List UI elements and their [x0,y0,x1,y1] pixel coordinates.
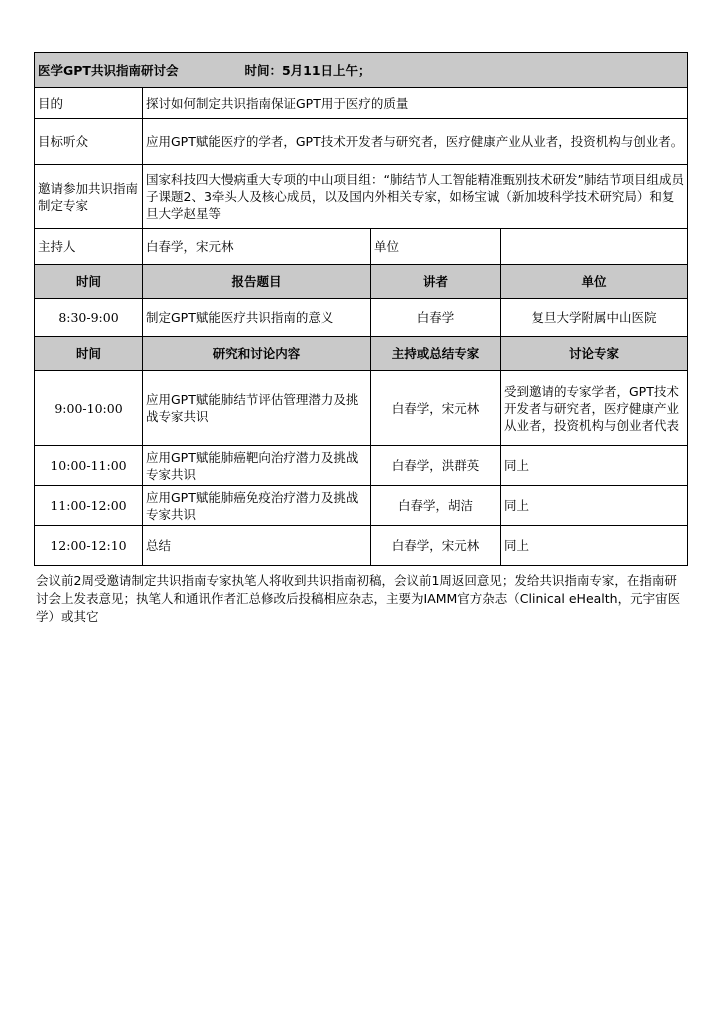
footnote: 会议前2周受邀请制定共识指南专家执笔人将收到共识指南初稿，会议前1周返回意见；发给共识指南专家，在指南研讨会上发表意见；执笔人和通讯作者汇总修改后投稿相应杂志，主要为IAMM官方杂志（Clinical eHealth，元宇宙医学）或其它 [36,573,681,624]
host-row [35,229,688,265]
table-row [35,446,688,486]
discussion-experts: 同上 [501,526,688,566]
agenda-table [34,52,688,566]
meeting-time: 时间：5月11日上午； [244,62,371,78]
session-time: 8:30-9:00 [35,299,143,337]
schedule1-header-speaker: 讲者 [371,265,501,299]
schedule2-header-content: 研究和讨论内容 [143,337,371,371]
discussion-content: 应用GPT赋能肺癌免疫治疗潜力及挑战专家共识 [143,486,371,526]
discussion-content: 应用GPT赋能肺癌靶向治疗潜力及挑战专家共识 [143,446,371,486]
unit-label: 单位 [371,229,501,265]
schedule1-header-time: 时间 [35,265,143,299]
discussion-host: 白春学，胡洁 [371,486,501,526]
title-cell [35,53,688,88]
table-row [35,371,688,446]
session-unit: 复旦大学附属中山医院 [501,299,688,337]
purpose-label: 目的 [35,88,143,119]
table-row [35,486,688,526]
discussion-host: 白春学，洪群英 [371,446,501,486]
schedule2-header-host: 主持或总结专家 [371,337,501,371]
experts-invited-value: 国家科技四大慢病重大专项的中山项目组：“肺结节人工智能精准甄别技术研发”肺结节项目组成员子课题2、3牵头人及核心成员，以及国内外相关专家，如杨宝诚（新加坡科学技术研究局）和复旦大学赵星等 [143,165,688,229]
meeting-title: 医学GPT共识指南研讨会 [38,62,179,78]
audience-value: 应用GPT赋能医疗的学者，GPT技术开发者与研究者，医疗健康产业从业者，投资机构与创业者。 [143,119,688,165]
session-speaker: 白春学 [371,299,501,337]
host-value: 白春学，宋元林 [143,229,371,265]
schedule2-header-time: 时间 [35,337,143,371]
discussion-experts: 受到邀请的专家学者，GPT技术开发者与研究者，医疗健康产业从业者，投资机构与创业者代表 [501,371,688,446]
schedule2-header-row [35,337,688,371]
session-topic: 制定GPT赋能医疗共识指南的意义 [143,299,371,337]
experts-invited-row [35,165,688,229]
audience-label: 目标听众 [35,119,143,165]
schedule2-header-experts: 讨论专家 [501,337,688,371]
experts-invited-label: 邀请参加共识指南制定专家 [35,165,143,229]
discussion-experts: 同上 [501,486,688,526]
discussion-experts: 同上 [501,446,688,486]
discussion-time: 9:00-10:00 [35,371,143,446]
discussion-time: 10:00-11:00 [35,446,143,486]
discussion-content: 应用GPT赋能肺结节评估管理潜力及挑战专家共识 [143,371,371,446]
purpose-row [35,88,688,119]
unit-value [501,229,688,265]
purpose-value: 探讨如何制定共识指南保证GPT用于医疗的质量 [143,88,688,119]
discussion-time: 12:00-12:10 [35,526,143,566]
table-row [35,526,688,566]
discussion-host: 白春学，宋元林 [371,371,501,446]
discussion-content: 总结 [143,526,371,566]
discussion-host: 白春学，宋元林 [371,526,501,566]
schedule1-header-topic: 报告题目 [143,265,371,299]
audience-row [35,119,688,165]
title-row [35,53,688,88]
table-row [35,299,688,337]
discussion-time: 11:00-12:00 [35,486,143,526]
host-label: 主持人 [35,229,143,265]
agenda-sheet [34,52,687,626]
schedule1-header-unit: 单位 [501,265,688,299]
schedule1-header-row [35,265,688,299]
